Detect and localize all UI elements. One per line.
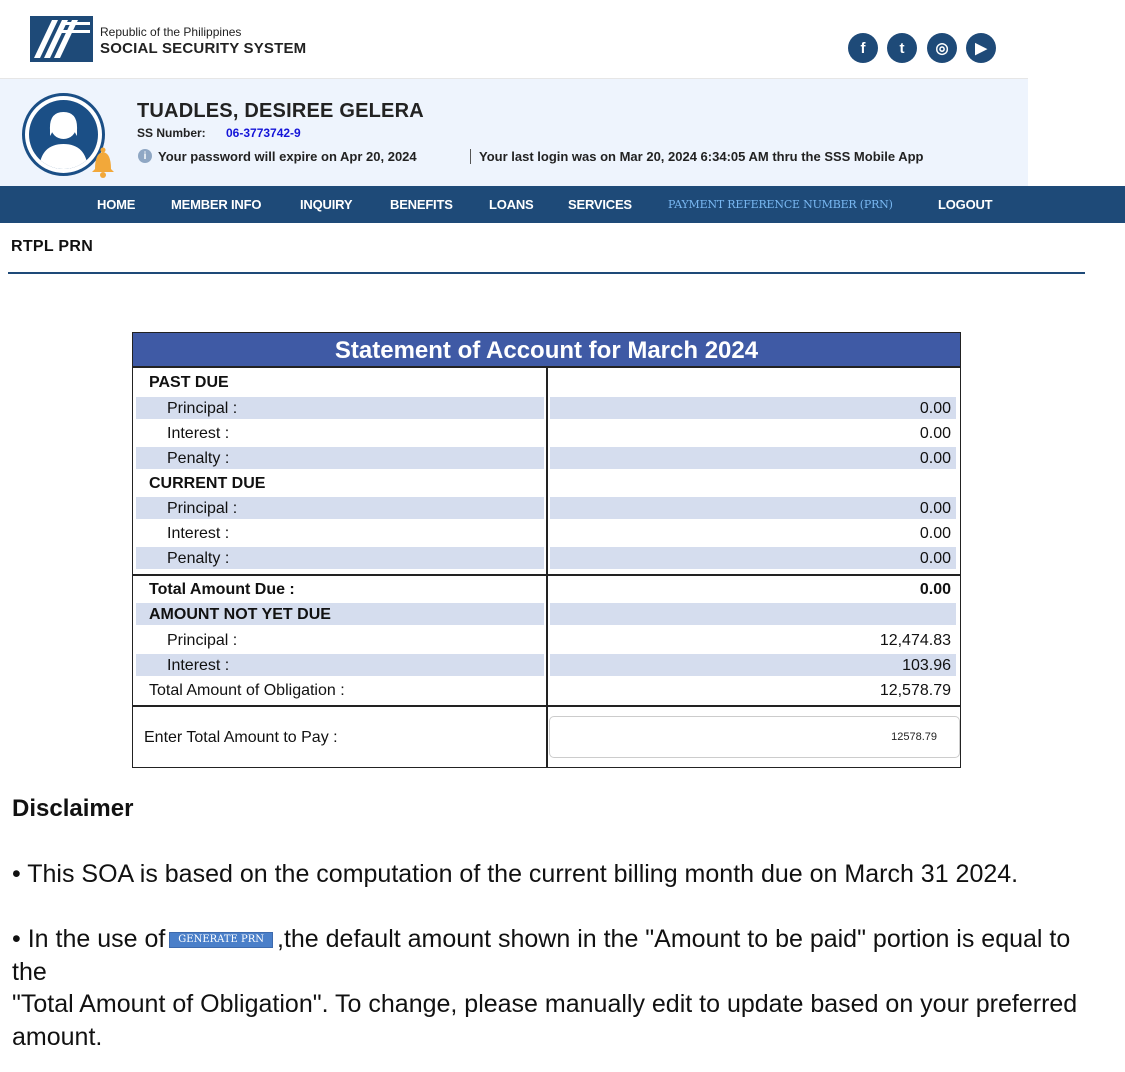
row-value: 0.00 (919, 550, 951, 567)
not-yet-due-header: AMOUNT NOT YET DUE (149, 606, 331, 623)
past-due-header: PAST DUE (149, 374, 229, 391)
nav-loans[interactable]: LOANS (489, 197, 534, 212)
total-due-value: 0.00 (919, 581, 951, 598)
info-icon: i (138, 149, 152, 163)
row-value: 0.00 (919, 450, 951, 467)
total-obligation-label: Total Amount of Obligation : (149, 682, 345, 699)
past-due-header-row (133, 371, 960, 393)
row-value: 12,474.83 (879, 632, 951, 649)
row-label: Penalty : (167, 550, 230, 567)
current-due-header-row (133, 472, 960, 494)
title-divider (8, 272, 1085, 274)
amount-to-pay-label: Enter Total Amount to Pay : (144, 729, 338, 746)
table-row (133, 629, 960, 651)
nav-member-info[interactable]: MEMBER INFO (171, 197, 262, 212)
row-label: Interest : (167, 425, 230, 442)
statement-of-account (132, 332, 961, 768)
row-value: 103.96 (902, 657, 951, 674)
notification-bell-icon[interactable] (89, 143, 117, 179)
table-row (133, 397, 960, 419)
ss-number-label: SS Number: (137, 126, 206, 140)
section-divider (133, 574, 960, 576)
table-row (133, 547, 960, 569)
disclaimer-item: "Total Amount of Obligation". To change, please manually edit to update based on your preferred amount. (12, 990, 1078, 1051)
page-title: RTPL PRN (11, 238, 94, 255)
total-due-row (133, 578, 960, 600)
row-value: 0.00 (919, 400, 951, 417)
row-label: Principal : (167, 632, 238, 649)
row-label: Interest : (167, 525, 230, 542)
table-row (133, 654, 960, 676)
nav-home[interactable]: HOME (97, 197, 136, 212)
total-due-label: Total Amount Due : (149, 581, 295, 598)
brand-subtitle: Republic of the Philippines (100, 25, 242, 39)
table-row (133, 497, 960, 519)
current-due-header: CURRENT DUE (149, 475, 266, 492)
ss-number-value: 06-3773742-9 (226, 126, 301, 140)
nav-prn[interactable]: PAYMENT REFERENCE NUMBER (PRN) (668, 198, 893, 211)
disclaimer-item: • This SOA is based on the computation of the current billing month due on March 31 2024. (12, 860, 1019, 888)
total-obligation-value: 12,578.79 (879, 682, 951, 699)
nav-inquiry[interactable]: INQUIRY (300, 197, 353, 212)
sss-logo[interactable] (30, 16, 93, 62)
total-obligation-row (133, 679, 960, 701)
disclaimer-title: Disclaimer (12, 795, 134, 822)
not-yet-due-header-row (133, 603, 960, 625)
password-expiry-message: Your password will expire on Apr 20, 2024 (158, 149, 417, 164)
table-row (133, 447, 960, 469)
table-row (133, 522, 960, 544)
nav-benefits[interactable]: BENEFITS (390, 197, 453, 212)
last-login-message: Your last login was on Mar 20, 2024 6:34:05 AM thru the SSS Mobile App (470, 149, 924, 164)
row-label: Principal : (167, 400, 238, 417)
user-silhouette-icon (29, 100, 98, 169)
twitter-icon[interactable]: t (887, 33, 917, 63)
section-divider (133, 705, 960, 707)
youtube-icon[interactable]: ▶ (966, 33, 996, 63)
row-value: 0.00 (919, 525, 951, 542)
row-label: Penalty : (167, 450, 230, 467)
disclaimer-item (12, 923, 1092, 988)
row-label: Interest : (167, 657, 230, 674)
row-label: Principal : (167, 500, 238, 517)
instagram-icon[interactable]: ◎ (927, 33, 957, 63)
amount-to-pay-input[interactable] (549, 716, 960, 758)
soa-title: Statement of Account for March 2024 (133, 333, 960, 368)
generate-prn-button[interactable]: GENERATE PRN (169, 932, 273, 948)
brand-title: SOCIAL SECURITY SYSTEM (100, 40, 307, 57)
member-name: TUADLES, DESIREE GELERA (137, 100, 424, 122)
disclaimer-text: ,the default amount shown in the "Amount to be paid" portion is equal to the (12, 925, 1071, 986)
main-nav (0, 186, 1125, 223)
nav-services[interactable]: SERVICES (568, 197, 632, 212)
facebook-icon[interactable]: f (848, 33, 878, 63)
nav-logout[interactable]: LOGOUT (938, 197, 993, 212)
row-value: 0.00 (919, 500, 951, 517)
disclaimer-text: • In the use of (12, 925, 166, 953)
site-header (0, 0, 1028, 79)
row-value: 0.00 (919, 425, 951, 442)
table-row (133, 422, 960, 444)
